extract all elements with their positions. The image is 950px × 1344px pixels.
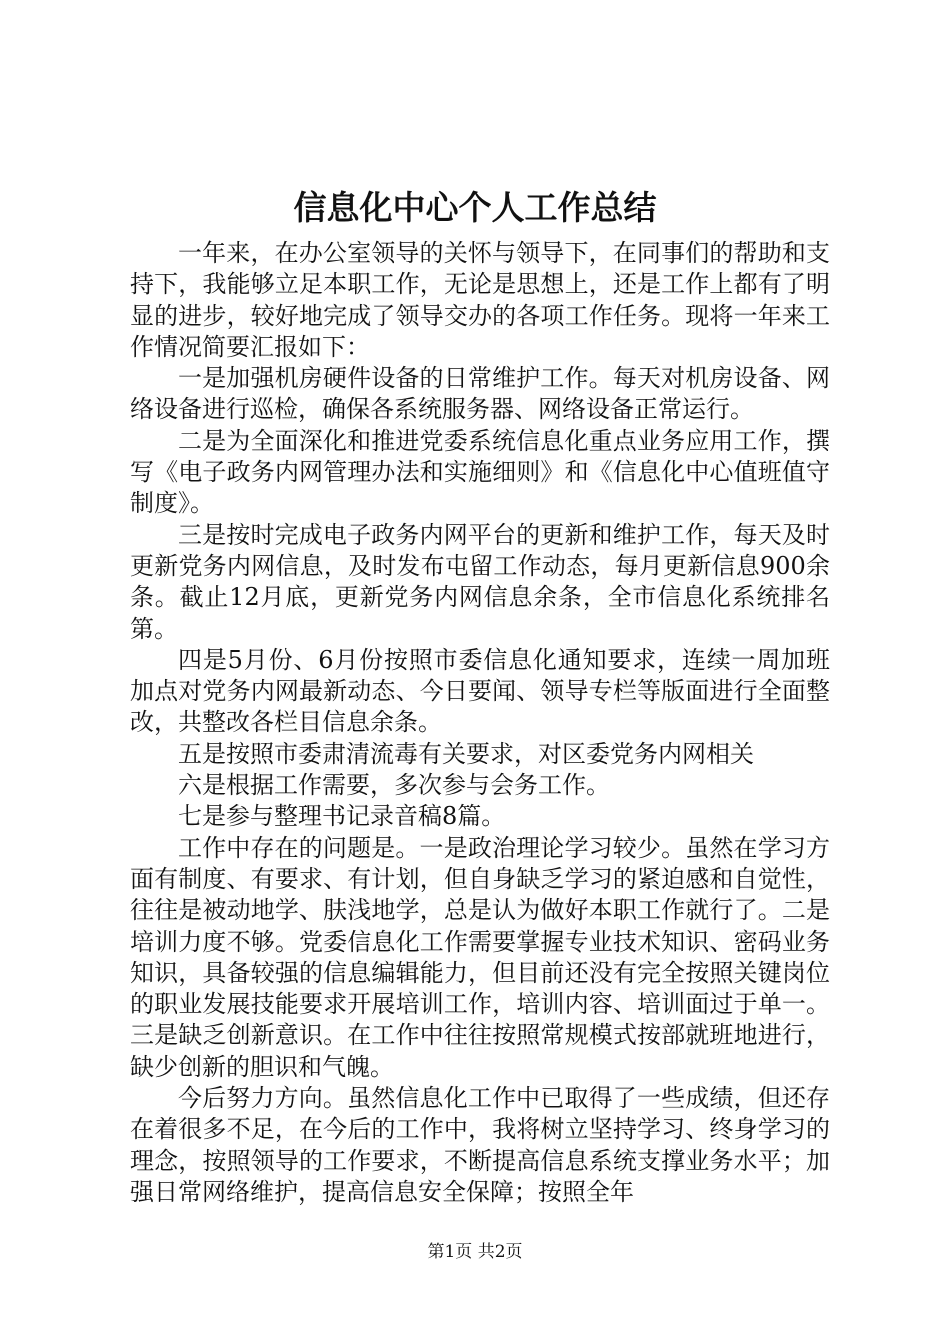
paragraph-item-5: 五是按照市委肃清流毒有关要求，对区委党务内网相关	[178, 739, 754, 768]
document-title: 信息化中心个人工作总结	[293, 188, 657, 227]
page-number-footer: 第1页 共2页	[427, 1242, 523, 1262]
paragraph-item-3: 三是按时完成电子政务内网平台的更新和维护工作，每天及时更新党务内网信息，及时发布屯留工作动态，每月更新信息900余条。截止12月底，更新党务内网信息余条，全市信息化系统排名第。	[130, 520, 830, 643]
paragraph-item-1: 一是加强机房硬件设备的日常维护工作。每天对机房设备、网络设备进行巡检，确保各系统服务器、网络设备正常运行。	[130, 364, 830, 424]
paragraph-item-6: 六是根据工作需要，多次参与会务工作。	[178, 771, 610, 800]
paragraph-item-4: 四是5月份、6月份按照市委信息化通知要求，连续一周加班加点对党务内网最新动态、今日要闻、领导专栏等版面进行全面整改，共整改各栏目信息余条。	[130, 645, 830, 737]
document-body	[130, 238, 830, 1208]
paragraph-item-7: 七是参与整理书记录音稿8篇。	[178, 802, 506, 831]
paragraph-intro: 一年来，在办公室领导的关怀与领导下，在同事们的帮助和支持下，我能够立足本职工作，无论是思想上，还是工作上都有了明显的进步，较好地完成了领导交办的各项工作任务。现将一年来工作情况简要汇报如下：	[130, 239, 830, 361]
paragraph-item-2: 二是为全面深化和推进党委系统信息化重点业务应用工作，撰写《电子政务内网管理办法和实施细则》和《信息化中心值班值守制度》。	[130, 426, 830, 518]
paragraph-problems: 工作中存在的问题是。一是政治理论学习较少。虽然在学习方面有制度、有要求、有计划，但自身缺乏学习的紧迫感和自觉性，往往是被动地学、肤浅地学，总是认为做好本职工作就行了。二是培训力度不够。党委信息化工作需要掌握专业技术知识、密码业务知识，具备较强的信息编辑能力，但目前还没有完全按照关键岗位的职业发展技能要求开展培训工作，培训内容、培训面过于单一。三是缺乏创新意识。在工作中往往按照常规模式按部就班地进行，缺少创新的胆识和气魄。	[130, 833, 830, 1081]
paragraph-future-direction: 今后努力方向。虽然信息化工作中已取得了一些成绩，但还存在着很多不足，在今后的工作中，我将树立坚持学习、终身学习的理念，按照领导的工作要求，不断提高信息系统支撑业务水平；加强日常网络维护，提高信息安全保障；按照全年	[130, 1084, 830, 1206]
